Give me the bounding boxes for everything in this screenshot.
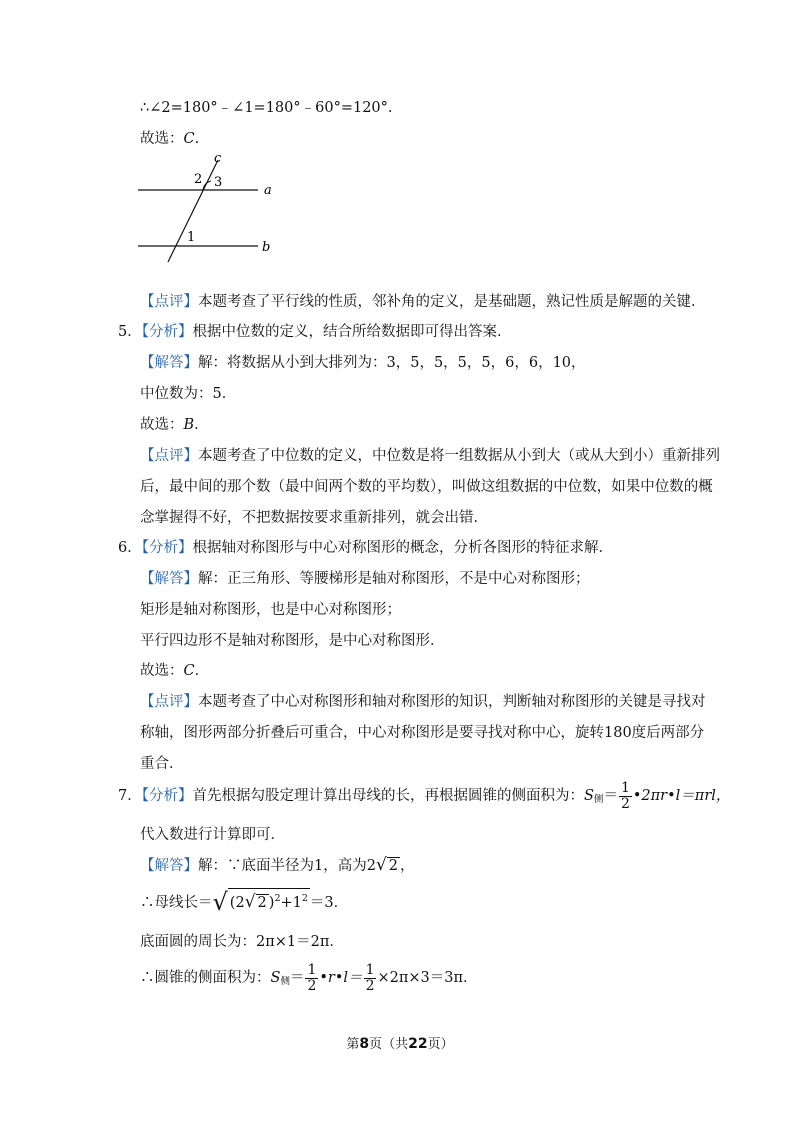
q7-analysis-l2: 代入数进行计算即可． xyxy=(140,827,285,843)
analysis-text: 根据中位数的定义，结合所给数据即可得出答案． xyxy=(192,324,512,340)
exponent-2: 2 xyxy=(274,893,281,904)
fraction-denominator: 2 xyxy=(365,977,375,994)
q5-comment-l3: 念掌握得不好，不把数据按要求重新排列，就会出错． xyxy=(140,510,488,526)
answer-end: ， xyxy=(400,858,415,874)
sqrt-arg: 2 xyxy=(388,858,399,874)
q4-calc: ∴∠2=180°﹣∠1=180°﹣60°=120°. xyxy=(140,100,393,116)
formula-subscript: 侧 xyxy=(280,976,290,988)
fraction-denominator: 2 xyxy=(620,795,630,812)
formula-subscript: 侧 xyxy=(593,794,604,806)
choice-end: ． xyxy=(194,663,210,679)
sqrt-outer: √ (2√ 2 )$^2+1^2$ xyxy=(212,888,308,916)
q6-analysis xyxy=(118,538,613,558)
area-prefix: ∴圆锥的侧面积为： xyxy=(140,970,271,987)
inner-sqrt-arg: 2 xyxy=(257,895,267,911)
area-end: ×2π×3＝3π． xyxy=(377,970,478,987)
analysis-text: 根据轴对称图形与中心对称图形的概念，分析各图形的特征求解． xyxy=(192,540,613,556)
q6-answer-l1 xyxy=(140,569,590,589)
fraction-denominator: 2 xyxy=(307,977,317,994)
q7-circumference: 底面圆的周长为：2π×1＝2π． xyxy=(140,934,344,950)
q4-comment xyxy=(140,292,706,312)
inner-open: (2 xyxy=(229,895,245,911)
choice-prefix: 故选： xyxy=(140,663,184,679)
comment-text: 本题考查了中心对称图形和轴对称图形的知识，判断轴对称图形的关键是寻找对 xyxy=(198,694,706,710)
formula-s: S xyxy=(270,970,281,987)
fraction-half-2 xyxy=(364,963,377,993)
analysis-text: 首先根据勾股定理计算出母线的长，再根据圆锥的侧面积为： xyxy=(192,788,584,805)
answer-tag: 【解答】 xyxy=(140,355,198,371)
choice-prefix: 故选： xyxy=(140,131,184,147)
q7-area xyxy=(140,963,478,997)
q6-comment-l2: 称轴，图形两部分折叠后可重合，中心对称图形是要寻找对称中心，旋转180度后两部分 xyxy=(140,725,705,741)
analysis-tag: 【分析】 xyxy=(141,788,193,805)
choice-end: . xyxy=(194,131,200,147)
fraction-half xyxy=(305,963,318,993)
formula-eq: ＝ xyxy=(603,788,618,805)
analysis-tag: 【分析】 xyxy=(141,324,193,340)
plus-one: +1 xyxy=(280,895,302,911)
slant-result: ＝3． xyxy=(309,895,349,911)
q6-comment-l1 xyxy=(140,692,706,712)
fraction-half xyxy=(619,781,632,811)
total-pages: 22 xyxy=(408,1036,428,1052)
footer-post: 页） xyxy=(427,1037,454,1052)
q5-comment-l1 xyxy=(140,446,720,466)
choice-prefix: 故选： xyxy=(140,417,184,433)
q5-answer xyxy=(140,353,586,373)
label-1: 1 xyxy=(187,230,196,245)
q6-comment-l3: 重合． xyxy=(140,756,184,772)
question-number: 5． xyxy=(118,324,142,340)
question-number: 6． xyxy=(118,540,142,556)
analysis-tag: 【分析】 xyxy=(141,540,193,556)
label-3: 3 xyxy=(214,175,223,190)
q6-answer-l3: 平行四边形不是轴对称图形，是中心对称图形． xyxy=(140,633,445,649)
formula-rest: •2πr•l＝πrl， xyxy=(632,788,731,805)
q5-comment-l2: 后，最中间的那个数（最中间两个数的平均数），叫做这组数据的中位数，如果中位数的概 xyxy=(140,479,713,495)
answer-text: 解：将数据从小到大排列为：3，5，5，5，5，6，6，10， xyxy=(198,355,586,371)
footer-pre: 第 xyxy=(346,1037,360,1052)
area-mid: •r•l＝ xyxy=(319,970,363,987)
label-b: b xyxy=(262,240,271,255)
label-a: a xyxy=(264,183,272,198)
formula-s: S xyxy=(583,788,594,805)
q5-median: 中位数为：5． xyxy=(140,386,237,402)
q7-answer-l1 xyxy=(140,855,415,876)
line-c xyxy=(168,160,218,262)
q4-choice xyxy=(140,129,199,149)
comment-text: 本题考查了平行线的性质，邻补角的定义，是基础题，熟记性质是解题的关键． xyxy=(198,294,706,310)
sqrt-inner: √ 2 xyxy=(244,892,267,912)
page-footer xyxy=(0,1033,800,1052)
answer-text: 解：正三角形、等腰梯形是轴对称图形，不是中心对称图形； xyxy=(198,571,590,587)
answer-text: 解：∵底面半径为1，高为2 xyxy=(198,858,376,874)
answer-tag: 【解答】 xyxy=(140,858,198,874)
q7-analysis xyxy=(118,781,730,815)
q6-answer-l2: 矩形是轴对称图形，也是中心对称图形； xyxy=(140,602,401,618)
comment-tag: 【点评】 xyxy=(140,694,198,710)
parallel-lines-figure xyxy=(130,150,290,268)
fraction-numerator: 1 xyxy=(365,962,375,978)
formula-eq: ＝ xyxy=(289,970,305,987)
fraction-numerator: 1 xyxy=(620,780,630,796)
q7-slant-height xyxy=(140,888,349,916)
page-number: 8 xyxy=(359,1036,370,1052)
choice-letter: C xyxy=(183,131,195,147)
fraction-numerator: 1 xyxy=(307,962,317,978)
q6-choice xyxy=(140,661,209,681)
exponent-2: 2 xyxy=(301,893,308,904)
label-c: c xyxy=(214,151,222,166)
comment-tag: 【点评】 xyxy=(140,448,198,464)
answer-tag: 【解答】 xyxy=(140,571,198,587)
comment-tag: 【点评】 xyxy=(140,294,198,310)
choice-end: ． xyxy=(194,417,209,433)
choice-letter: B xyxy=(183,417,195,433)
comment-text: 本题考查了中位数的定义，中位数是将一组数据从小到大（或从大到小）重新排列 xyxy=(198,448,720,464)
sqrt-2: √ 2 xyxy=(375,855,399,875)
inner-close: ) xyxy=(268,895,275,911)
slant-prefix: ∴母线长＝ xyxy=(140,895,213,911)
q5-analysis xyxy=(118,322,511,342)
question-number: 7． xyxy=(118,788,142,805)
label-2: 2 xyxy=(194,172,203,187)
choice-letter: C xyxy=(183,663,195,679)
q5-choice xyxy=(140,415,209,435)
footer-mid: 页（共 xyxy=(369,1037,409,1052)
